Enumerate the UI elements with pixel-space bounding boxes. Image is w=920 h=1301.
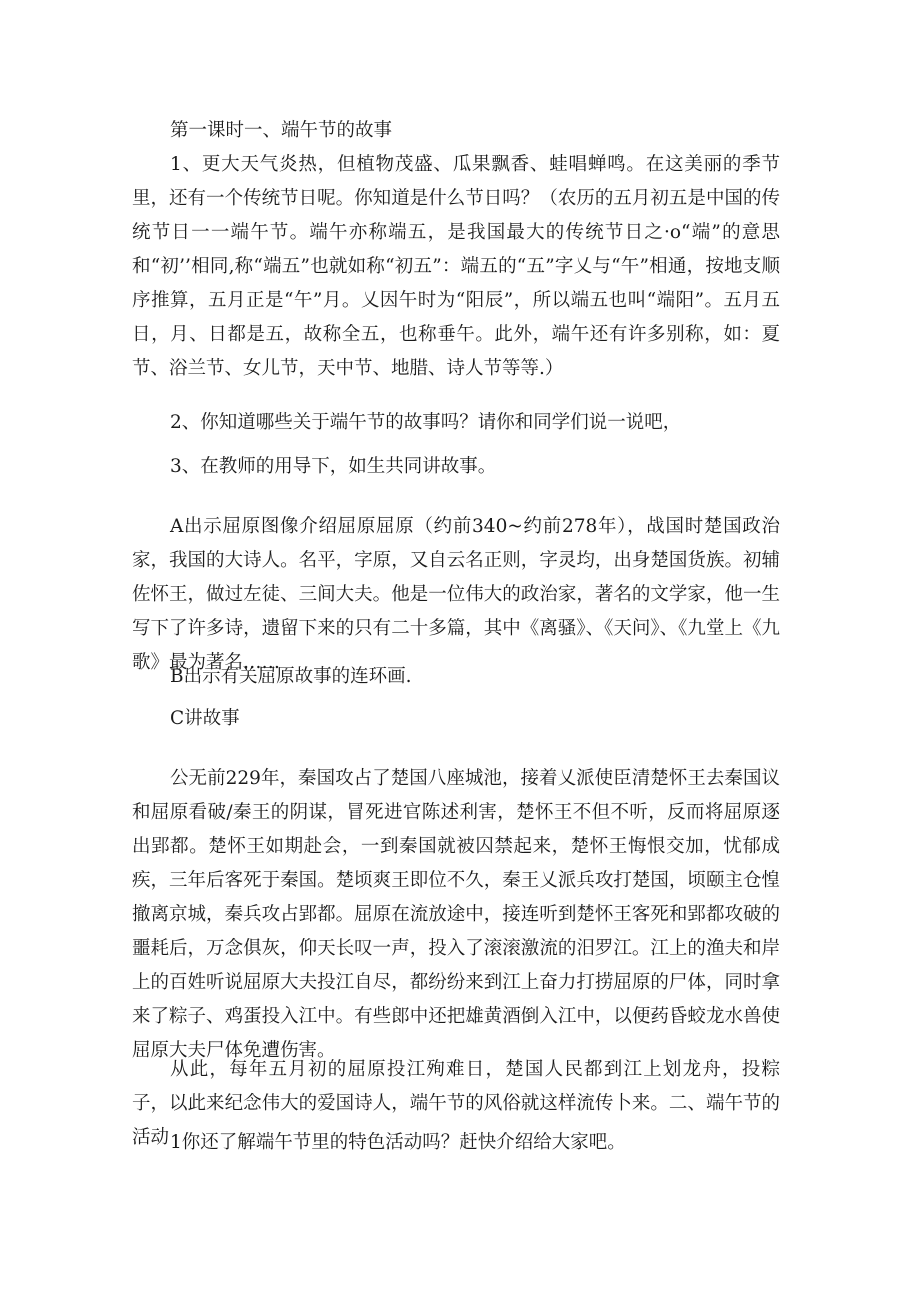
- paragraph-comic: B出示有关屈原故事的连环画.: [170, 666, 412, 687]
- paragraph-activities: 1你还了解端午节里的特色活动吗？赶快介绍给大家吧。: [170, 1132, 626, 1153]
- paragraph-story-heading: C讲故事: [170, 708, 240, 729]
- paragraph-story: 公无前229年，秦国攻占了楚国八座城池，接着乂派使臣清楚怀王去秦国议和屈原看破/秦王的阴谋，冒死进官陈述利害，楚怀王不但不听，反而将屈原逐出郢都。楚怀王如期赴会，一到秦国就被囚禁起来，楚怀王悔恨交加，忧郁成疾，三年后客死于秦国。楚顷爽王即位不久，秦王乂派兵攻打楚国，顷颐主仓惶撤离京城，秦兵攻占郢都。屈原在流放途中，接连听到楚怀王客死和郢都攻破的噩耗后，万念俱灰，仰天长叹一声，投入了滚滚激流的汨罗江。江上的渔夫和岸上的百姓听说屈原大夫投江自尽，都纷纷来到江上奋力打捞屈原的尸体，同时拿来了粽子、鸡蛋投入江中。有些郎中还把雄黄酒倒入江中，以便药昏蛟龙水兽使屈原大夫尸体免遭伤害。: [132, 768, 780, 1061]
- paragraph-intro: 1、更大天气炎热，但植物茂盛、瓜果飘香、蛙唱蝉鸣。在这美丽的季节里，还有一个传统节日呢。你知道是什么节日吗？（农历的五月初五是中国的传统节日一一端午节。端午亦称端五，是我国最大的传统节日之·o“端”的意思和“初’’相同,称“端五”也就如称“初五”：端五的“五”字乂与“午”相通，按地支顺序推算，五月正是“午”月。乂因午时为“阳辰”，所以端五也叫“端阳”。五月五日，月、日都是五，故称全五，也称垂午。此外，端午还有许多别称，如：夏节、浴兰节、女儿节，天中节、地腊、诗人节等等.）: [132, 154, 780, 379]
- paragraph-question-story: 2、你知道哪些关于端午节的故事吗？请你和同学们说一说吧，: [170, 412, 682, 433]
- paragraph-tell-story: 3、在教师的用导下，如生共同讲故事。: [170, 456, 497, 477]
- paragraph-custom: 从此，每年五月初的屈原投江殉难日，楚国人民都到江上划龙舟，投粽子，以此来纪念伟大的爱国诗人，端午节的风俗就这样流传卜来。二、端午节的活动: [132, 1059, 780, 1148]
- paragraph-quyuan-intro: A出示屈原图像介绍屈原屈原（约前340~约前278年），战国时楚国政治家，我国的大诗人。名平，字原，又自云名正则，字灵均，出身楚国货族。初辅佐怀王，做过左徒、三间大夫。他是一位伟大的政治家，著名的文学家，他一生写下了许多诗，遗留下来的只有二十多篇，其中《离骚》、《天问》、《九堂上《九歌》最为著名……: [132, 516, 780, 673]
- lesson-title: 第一课时一、端午节的故事: [170, 120, 393, 141]
